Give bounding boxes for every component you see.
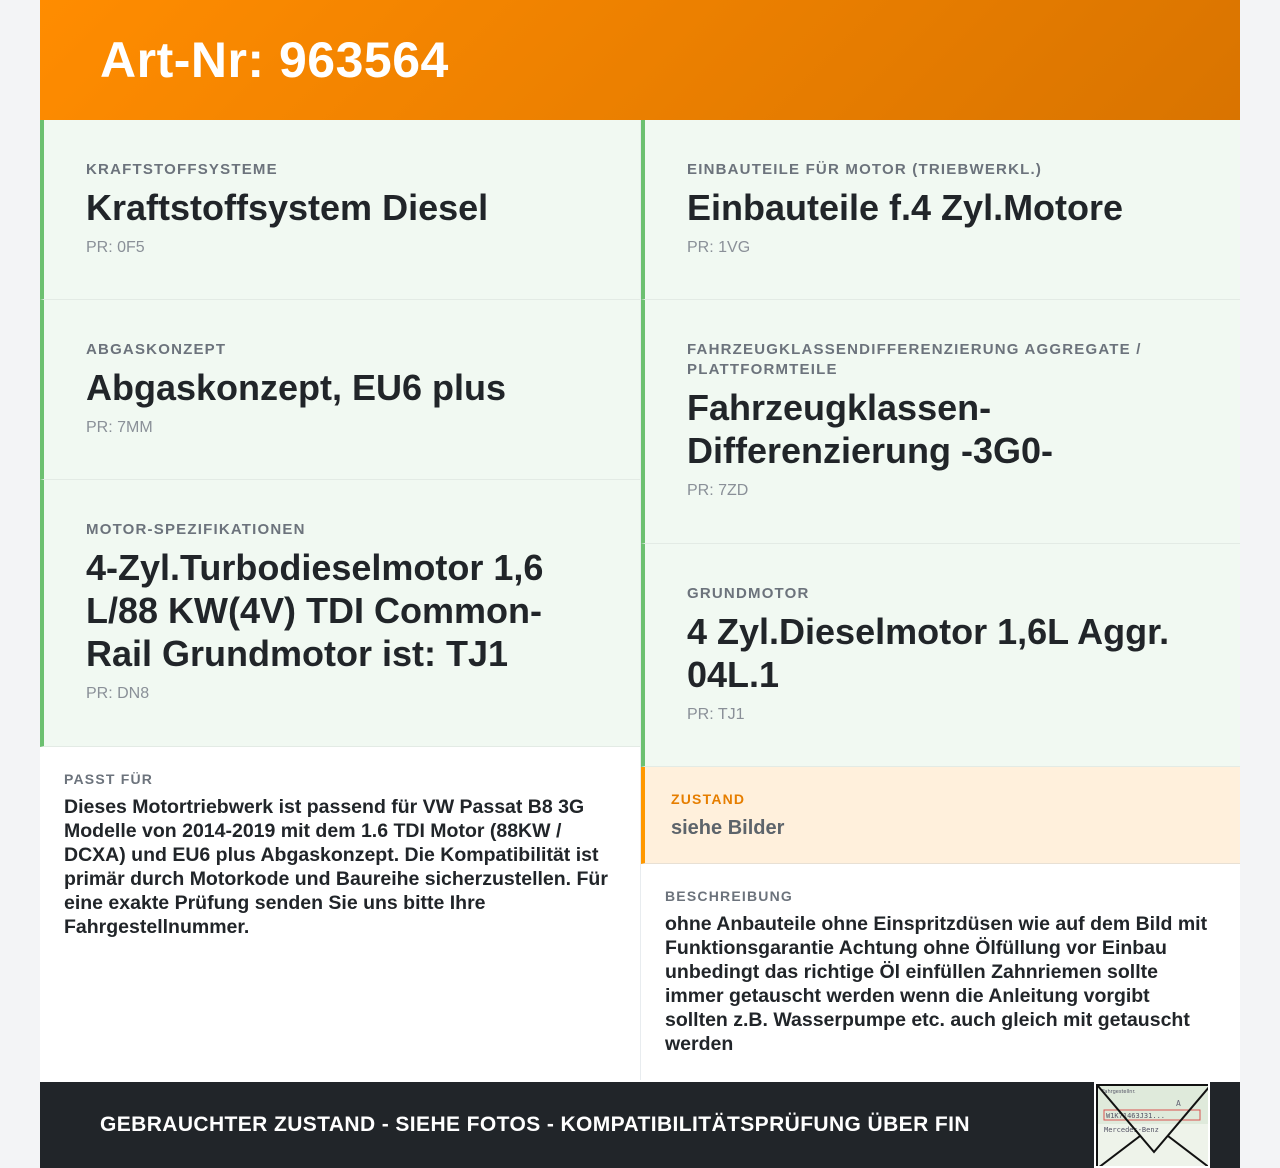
- zustand-text: siehe Bilder: [671, 817, 785, 839]
- spec-pr-code: PR: DN8: [86, 685, 150, 702]
- spec-card-kraftstoff: [40, 120, 640, 300]
- left-column: [40, 120, 640, 1080]
- svg-text:Mercedes-Benz: Mercedes-Benz: [1104, 1126, 1159, 1134]
- spec-label: FAHRZEUGKLASSENDIFFERENZIERUNG AGGREGATE / PLATTFORMTEILE: [687, 341, 1142, 378]
- spec-value: Fahrzeugklassen-Differenzierung -3G0-: [687, 387, 1054, 471]
- spec-label: ABGASKONZEPT: [86, 341, 227, 358]
- spec-pr-code: PR: 1VG: [687, 239, 751, 256]
- spec-pr-code: PR: 7MM: [86, 419, 153, 436]
- svg-text:W1K71463J31...: W1K71463J31...: [1106, 1112, 1166, 1120]
- spec-label: MOTOR-SPEZIFIKATIONEN: [86, 521, 306, 538]
- svg-text:Fahrgestellnr.: Fahrgestellnr.: [1102, 1089, 1136, 1095]
- spec-grid: [40, 120, 1240, 1080]
- spec-label: KRAFTSTOFFSYSTEME: [86, 161, 278, 178]
- spec-value: 4 Zyl.Dieselmotor 1,6L Aggr. 04L.1: [687, 611, 1170, 695]
- footer-banner: [40, 1082, 1240, 1168]
- spec-value: Kraftstoffsystem Diesel: [86, 187, 489, 228]
- passt-fuer-label: PASST FÜR: [64, 771, 154, 787]
- beschreibung-text: ohne Anbauteile ohne Einspritzdüsen wie auf dem Bild mit Funktionsgarantie Achtung ohne Ölfüllung vor Einbau unbedingt das richtige Öl einfüllen Zahnriemen sollte immer getauscht werden wenn die Anleitung vorgibt sollten z.B. Wasserpumpe etc. auch gleich mit getauscht werden: [665, 913, 1208, 1055]
- spec-card-fahrzeugklasse: [641, 300, 1240, 544]
- spec-card-grundmotor: [641, 544, 1240, 767]
- passt-fuer-text: Dieses Motortriebwerk ist passend für VW Passat B8 3G Modelle von 2014-2019 mit dem 1.6 TDI Motor (88KW / DCXA) und EU6 plus Abgaskonzept. Die Kompatibilität ist primär durch Motorkode und Baureihe sicherzustellen. Für eine exakte Prüfung senden Sie uns bitte Ihre Fahrgestellnummer.: [64, 796, 608, 938]
- spec-label: EINBAUTEILE FÜR MOTOR (TRIEBWERKL.): [687, 161, 1043, 178]
- listing-page: [40, 0, 1240, 1168]
- footer-banner-text: GEBRAUCHTER ZUSTAND - SIEHE FOTOS - KOMPATIBILITÄTSPRÜFUNG ÜBER FIN: [100, 1113, 970, 1136]
- svg-text:A: A: [1176, 1099, 1181, 1108]
- page-title: Art-Nr: 963564: [100, 32, 449, 88]
- spec-value: Einbauteile f.4 Zyl.Motore: [687, 187, 1124, 228]
- spec-label: GRUNDMOTOR: [687, 585, 810, 602]
- spec-card-einbauteile: [641, 120, 1240, 300]
- beschreibung-section: [641, 864, 1240, 1080]
- zustand-label: ZUSTAND: [671, 791, 746, 807]
- zustand-section: [641, 767, 1240, 864]
- spec-pr-code: PR: TJ1: [687, 706, 745, 723]
- envelope-vin-icon[interactable]: [1094, 1082, 1210, 1168]
- passt-fuer-section: [40, 747, 640, 963]
- spec-value: 4-Zyl.Turbodieselmotor 1,6 L/88 KW(4V) TDI Common-Rail Grundmotor ist: TJ1: [86, 547, 544, 674]
- spec-card-motor: [40, 480, 640, 747]
- spec-pr-code: PR: 0F5: [86, 239, 145, 256]
- spec-card-abgas: [40, 300, 640, 480]
- beschreibung-label: BESCHREIBUNG: [665, 888, 793, 904]
- spec-pr-code: PR: 7ZD: [687, 482, 749, 499]
- right-column: [640, 120, 1240, 1080]
- envelope-icon: [1096, 1084, 1210, 1168]
- header: [40, 0, 1240, 120]
- spec-value: Abgaskonzept, EU6 plus: [86, 367, 507, 408]
